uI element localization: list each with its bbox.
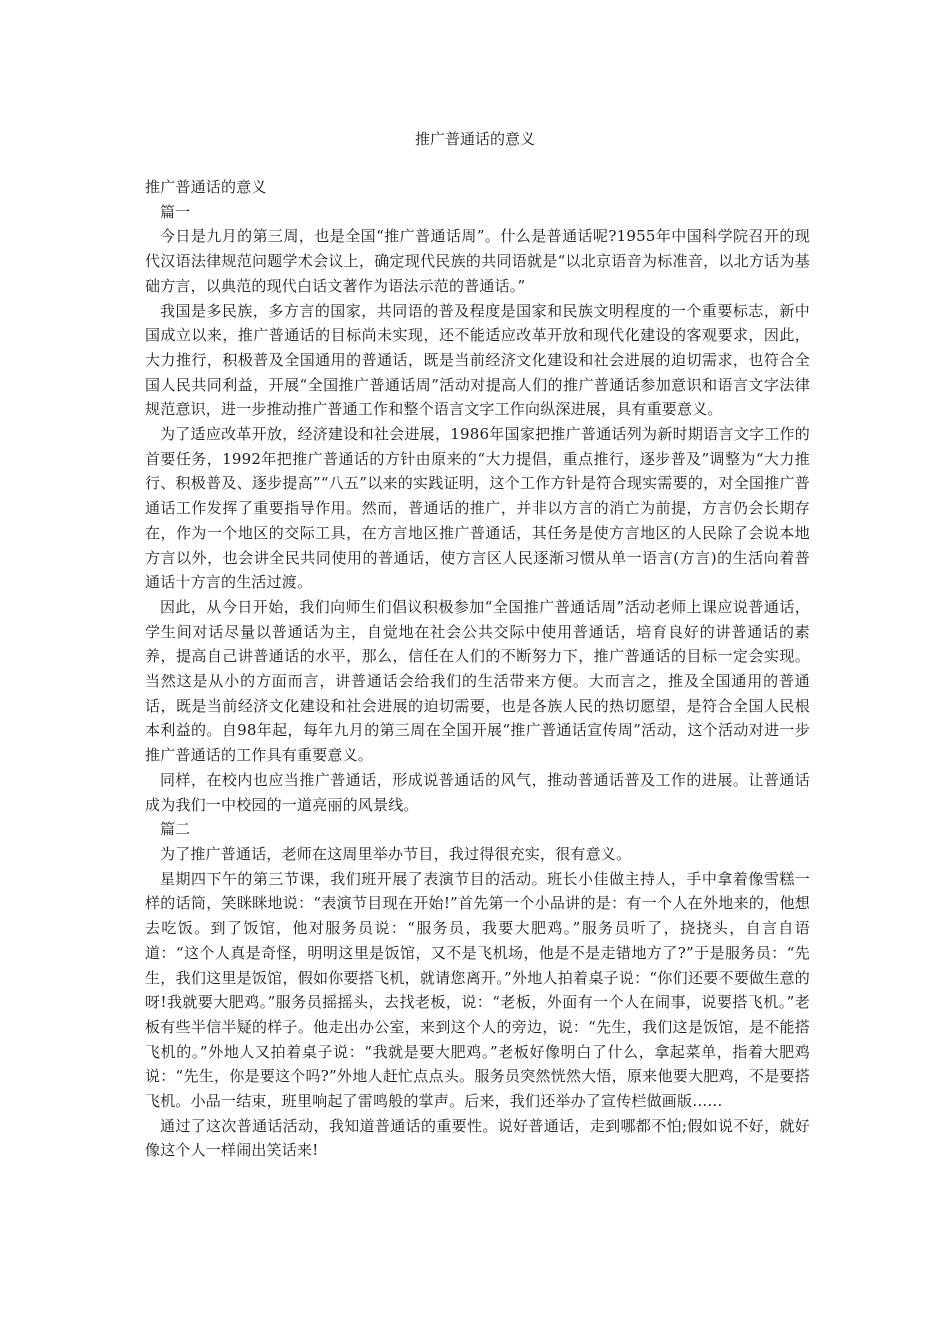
part-heading-2: 篇二: [160, 820, 191, 839]
paragraph: 星期四下午的第三节课，我们班开展了表演节目的活动。班长小佳做主持人，手中拿着像雪糕一样的话筒，笑眯眯地说：“表演节目现在开始!”首先第一个小品讲的是：有一个人在外地来的，他想去吃饭。到了饭馆，他对服务员说：“服务员，我要大肥鸡。”服务员听了，挠挠头，自言自语道：“这个人真是奇怪，明明这里是饭馆，又不是飞机场，他是不是走错地方了?”于是服务员：“先生，我们这里是饭馆，假如你要搭飞机，就请您离开。”外地人拍着桌子说：“你们还要不要做生意的呀!我就要大肥鸡。”服务员摇摇头，去找老板，说：“老板，外面有一个人在闹事，说要搭飞机。”老板有些半信半疑的样子。他走出办公室，来到这个人的旁边，说：“先生，我们这是饭馆，是不能搭飞机的。”外地人又拍着桌子说：“我就是要大肥鸡。”老板好像明白了什么，拿起菜单，指着大肥鸡说：“先生，你是要这个吗?”外地人赶忙点点头。服务员突然恍然大悟，原来他要大肥鸡，不是要搭飞机。小品一结束，班里响起了雷鸣般的掌声。后来，我们还举办了宣传栏做画版……: [145, 869, 810, 1111]
section-title: 推广普通话的意义: [145, 178, 267, 196]
paragraph: 同样，在校内也应当推广普通话，形成说普通话的风气，推动普通话普及工作的进展。让普通话成为我们一中校园的一道亮丽的风景线。: [145, 770, 810, 814]
document-title: 推广普通话的意义: [414, 130, 535, 148]
document-body: [145, 175, 810, 1163]
paragraph: 今日是九月的第三周，也是全国“推广普通话周”。什么是普通话呢?1955年中国科学院召开的现代汉语法律规范问题学术会议上，确定现代民族的共同语就是“以北京语音为标准音，以北方话为基础方言，以典范的现代白话文著作为语法示范的普通话。”: [145, 227, 810, 295]
paragraph: 为了推广普通话，老师在这周里举办节目，我过得很充实，很有意义。: [160, 844, 632, 863]
paragraph: 我国是多民族，多方言的国家，共同语的普及程度是国家和民族文明程度的一个重要标志，新中国成立以来，推广普通话的目标尚未实现，还不能适应改革开放和现代化建设的客观要求，因此，大力推行，积极普及全国通用的普通话，既是当前经济文化建设和社会进展的迫切需求，也符合全国人民共同利益，开展“全国推广普通话周”活动对提高人们的推广普通话参加意识和语言文字法律规范意识，进一步推动推广普通工作和整个语言文字工作向纵深进展，具有重要意义。: [145, 301, 810, 419]
paragraph: 通过了这次普通话活动，我知道普通话的重要性。说好普通话，走到哪都不怕;假如说不好，就好像这个人一样闹出笑话来!: [145, 1116, 810, 1160]
paragraph: 因此，从今日开始，我们向师生们倡议积极参加“全国推广普通话周”活动老师上课应说普通话，学生间对话尽量以普通话为主，自觉地在社会公共交际中使用普通话，培育良好的讲普通话的素养，提高自己讲普通话的水平，那么，信任在人们的不断努力下，推广普通话的目标一定会实现。当然这是从小的方面而言，讲普通话会给我们的生活带来方便。大而言之，推及全国通用的普通话，既是当前经济文化建设和社会进展的迫切需要，也是各族人民的热切愿望，是符合全国人民根本利益的。自98年起，每年九月的第三周在全国开展“推广普通话宣传周”活动，这个活动对进一步推广普通话的工作具有重要意义。: [145, 597, 810, 765]
part-heading-1: 篇一: [160, 202, 191, 221]
paragraph: 为了适应改革开放，经济建设和社会进展，1986年国家把推广普通话列为新时期语言文字工作的首要任务，1992年把推广普通话的方针由原来的“大力提倡，重点推行，逐步普及”调整为“大力推行、积极普及、逐步提高”“八五”以来的实践证明，这个工作方针是符合现实需要的，对全国推广普通话工作发挥了重要指导作用。然而，普通话的推广，并非以方言的消亡为前提，方言仍会长期存在，作为一个地区的交际工具，在方言地区推广普通话，其任务是使方言地区的人民除了会说本地方言以外，也会讲全民共同使用的普通话，使方言区人民逐渐习惯从单一语言(方言)的生活向着普通话十方言的生活过渡。: [145, 425, 810, 592]
